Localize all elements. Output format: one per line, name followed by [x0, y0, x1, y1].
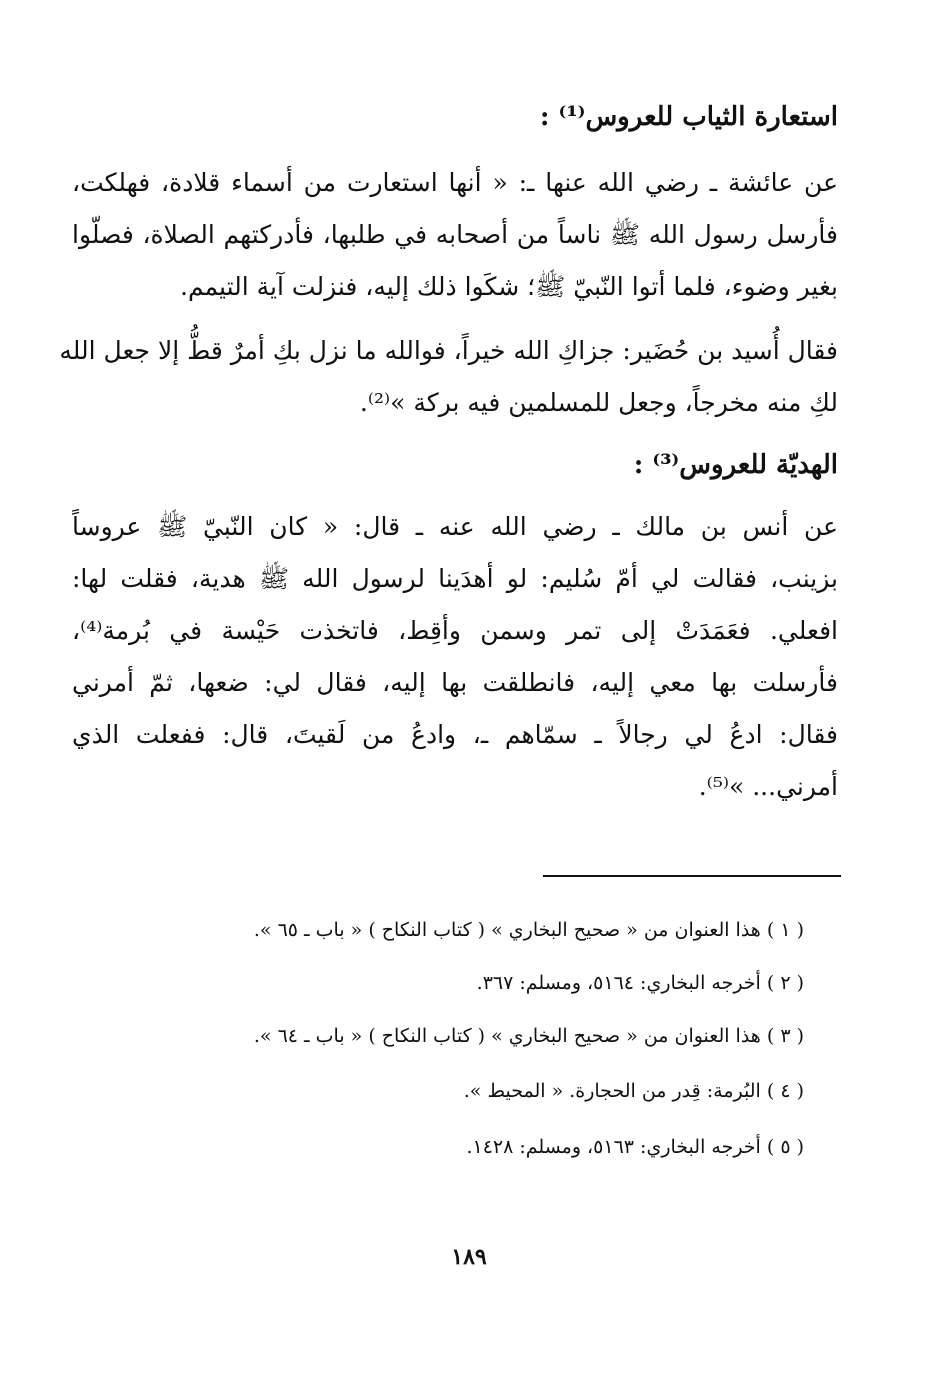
- paragraph-line: عن عائشة ـ رضي الله عنها ـ: « أنها استعارت من أسماء قلادة، فهلكت،: [72, 168, 838, 197]
- paragraph-line: افعلي. فعَمَدَتْ إلى تمر وسمن وأقِط، فاتخذت حَيْسة في بُرمة⁽⁴⁾،: [72, 616, 838, 645]
- section-heading-gift-for-bride: الهديّة للعروس⁽³⁾ :: [633, 450, 838, 480]
- paragraph-line: فأرسل رسول الله ﷺ ناساً من أصحابه في طلبها، فأدركتهم الصلاة، فصلّوا: [72, 220, 838, 249]
- paragraph-line: لكِ منه مخرجاً، وجعل للمسلمين فيه بركة »⁽²⁾.: [359, 388, 838, 417]
- footnote-1: ( ١ ) هذا العنوان من « صحيح البخاري » ( كتاب النكاح ) « باب ـ ٦٥ ».: [253, 919, 804, 941]
- paragraph-line: بغير وضوء، فلما أتوا النّبيّ ﷺ؛ شكَوا ذلك إليه، فنزلت آية التيمم.: [180, 272, 838, 301]
- footnote-2: ( ٢ ) أخرجه البخاري: ٥١٦٤، ومسلم: ٣٦٧.: [476, 972, 804, 994]
- section-heading-borrowing-clothes: استعارة الثياب للعروس⁽¹⁾ :: [539, 102, 838, 132]
- paragraph-line: فقال أُسيد بن حُضَير: جزاكِ الله خيراً، فوالله ما نزل بكِ أمرٌ قطُّ إلا جعل الله: [59, 336, 838, 365]
- paragraph-line: فأرسلت بها معي إليه، فانطلقت بها إليه، فقال لي: ضعها، ثمّ أمرني: [72, 668, 838, 697]
- paragraph-line: أمرني... »⁽⁵⁾.: [698, 772, 838, 801]
- paragraph-line: بزينب، فقالت لي أمّ سُليم: لو أهدَينا لرسول الله ﷺ هدية، فقلت لها:: [72, 564, 838, 593]
- footnote-separator: [543, 875, 841, 877]
- paragraph-line: عن أنس بن مالك ـ رضي الله عنه ـ قال: « كان النّبيّ ﷺ عروساً: [72, 512, 838, 541]
- paragraph-line: فقال: ادعُ لي رجالاً ـ سمّاهم ـ، وادعُ من لَقيتَ، قال: ففعلت الذي: [72, 720, 838, 749]
- footnote-3: ( ٣ ) هذا العنوان من « صحيح البخاري » ( كتاب النكاح ) « باب ـ ٦٤ ».: [253, 1025, 804, 1047]
- footnote-5: ( ٥ ) أخرجه البخاري: ٥١٦٣، ومسلم: ١٤٢٨.: [466, 1136, 804, 1158]
- page-number: ١٨٩: [451, 1244, 487, 1270]
- footnote-4: ( ٤ ) البُرمة: قِدر من الحجارة. « المحيط ».: [463, 1080, 804, 1102]
